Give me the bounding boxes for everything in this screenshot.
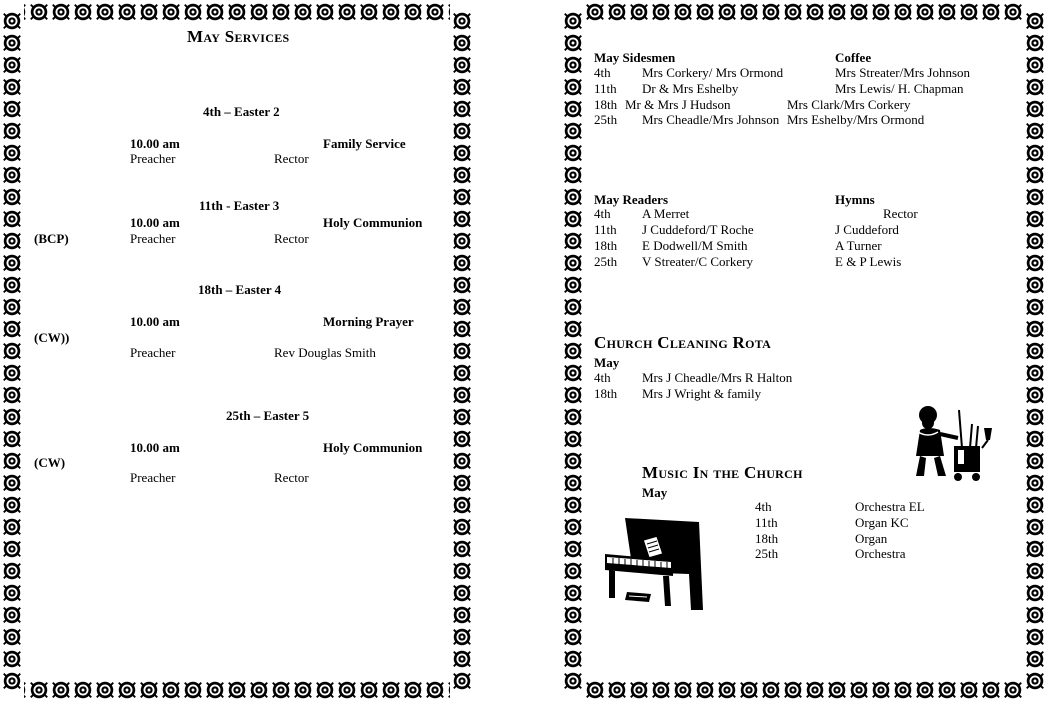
left-page: [0, 0, 474, 702]
cleaner-clipart-icon: [906, 402, 1001, 484]
reader-date: 4th: [594, 206, 611, 221]
sidesmen-heading: May Sidesmen: [594, 50, 676, 65]
hymns-names: Rector: [883, 206, 918, 221]
sidesmen-date: 25th: [594, 112, 618, 127]
preacher-label: Preacher: [130, 470, 176, 485]
coffee-heading: Coffee: [835, 50, 872, 65]
music-date: 4th: [755, 499, 772, 514]
reader-date: 18th: [594, 238, 618, 253]
readers-heading: May Readers: [594, 192, 669, 207]
music-entry: Orchestra EL: [855, 499, 925, 514]
preacher-name: Rev Douglas Smith: [274, 345, 376, 360]
week-heading: 4th – Easter 2: [203, 104, 280, 119]
music-entry: Orchestra: [855, 546, 906, 561]
cleaning-names: Mrs J Cheadle/Mrs R Halton: [642, 370, 793, 385]
hymns-names: E & P Lewis: [835, 254, 902, 269]
service-note: (CW): [34, 455, 66, 470]
sidesmen-names: Mrs Corkery/ Mrs Ormond: [642, 65, 784, 80]
rose-border-icon: [450, 0, 474, 702]
week-heading: 18th – Easter 4: [198, 282, 282, 297]
service-time: 10.00 am: [130, 440, 180, 455]
preacher-label: Preacher: [130, 345, 176, 360]
rose-border-icon: [0, 678, 474, 702]
reader-names: V Streater/C Corkery: [642, 254, 753, 269]
hymns-heading: Hymns: [835, 192, 875, 207]
coffee-names: Mrs Clark/Mrs Corkery: [787, 97, 911, 112]
hymns-names: J Cuddeford: [835, 222, 899, 237]
preacher-name: Rector: [274, 231, 309, 246]
cleaning-date: 4th: [594, 370, 611, 385]
rose-border-icon: [0, 0, 24, 702]
music-entry: Organ KC: [855, 515, 909, 530]
service-note: (BCP): [34, 231, 69, 246]
service-name: Morning Prayer: [323, 314, 414, 329]
service-time: 10.00 am: [130, 215, 180, 230]
cleaning-month: May: [594, 355, 620, 370]
reader-date: 25th: [594, 254, 618, 269]
music-date: 18th: [755, 531, 779, 546]
rose-border-icon: [1023, 0, 1047, 702]
services-title: May Services: [187, 27, 290, 46]
music-date: 11th: [755, 515, 778, 530]
sidesmen-names: Mrs Cheadle/Mrs Johnson: [642, 112, 780, 127]
coffee-names: Mrs Eshelby/Mrs Ormond: [787, 112, 925, 127]
preacher-name: Rector: [274, 151, 309, 166]
music-month: May: [642, 485, 668, 500]
service-name: Holy Communion: [323, 440, 423, 455]
sidesmen-names: Mr & Mrs J Hudson: [625, 97, 731, 112]
service-time: 10.00 am: [130, 136, 180, 151]
week-heading: 11th - Easter 3: [199, 198, 280, 213]
rose-border-icon: [0, 0, 474, 24]
service-name: Family Service: [323, 136, 406, 151]
cleaning-names: Mrs J Wright & family: [642, 386, 762, 401]
right-page: [561, 0, 1047, 702]
service-note: (CW)): [34, 330, 70, 345]
coffee-names: Mrs Streater/Mrs Johnson: [835, 65, 971, 80]
sidesmen-date: 4th: [594, 65, 611, 80]
hymns-names: A Turner: [835, 238, 882, 253]
preacher-name: Rector: [274, 470, 309, 485]
reader-names: E Dodwell/M Smith: [642, 238, 748, 253]
piano-clipart-icon: [603, 514, 707, 614]
reader-names: A Merret: [642, 206, 690, 221]
sidesmen-names: Dr & Mrs Eshelby: [642, 81, 739, 96]
reader-names: J Cuddeford/T Roche: [642, 222, 754, 237]
music-date: 25th: [755, 546, 779, 561]
preacher-label: Preacher: [130, 231, 176, 246]
music-entry: Organ: [855, 531, 888, 546]
music-title: Music In the Church: [642, 463, 803, 482]
rose-border-icon: [561, 0, 585, 702]
week-heading: 25th – Easter 5: [226, 408, 310, 423]
rose-border-icon: [561, 0, 1047, 24]
rose-border-icon: [561, 678, 1047, 702]
sidesmen-date: 11th: [594, 81, 617, 96]
sidesmen-date: 18th: [594, 97, 618, 112]
service-time: 10.00 am: [130, 314, 180, 329]
cleaning-title: Church Cleaning Rota: [594, 333, 772, 352]
preacher-label: Preacher: [130, 151, 176, 166]
coffee-names: Mrs Lewis/ H. Chapman: [835, 81, 964, 96]
reader-date: 11th: [594, 222, 617, 237]
cleaning-date: 18th: [594, 386, 618, 401]
service-name: Holy Communion: [323, 215, 423, 230]
